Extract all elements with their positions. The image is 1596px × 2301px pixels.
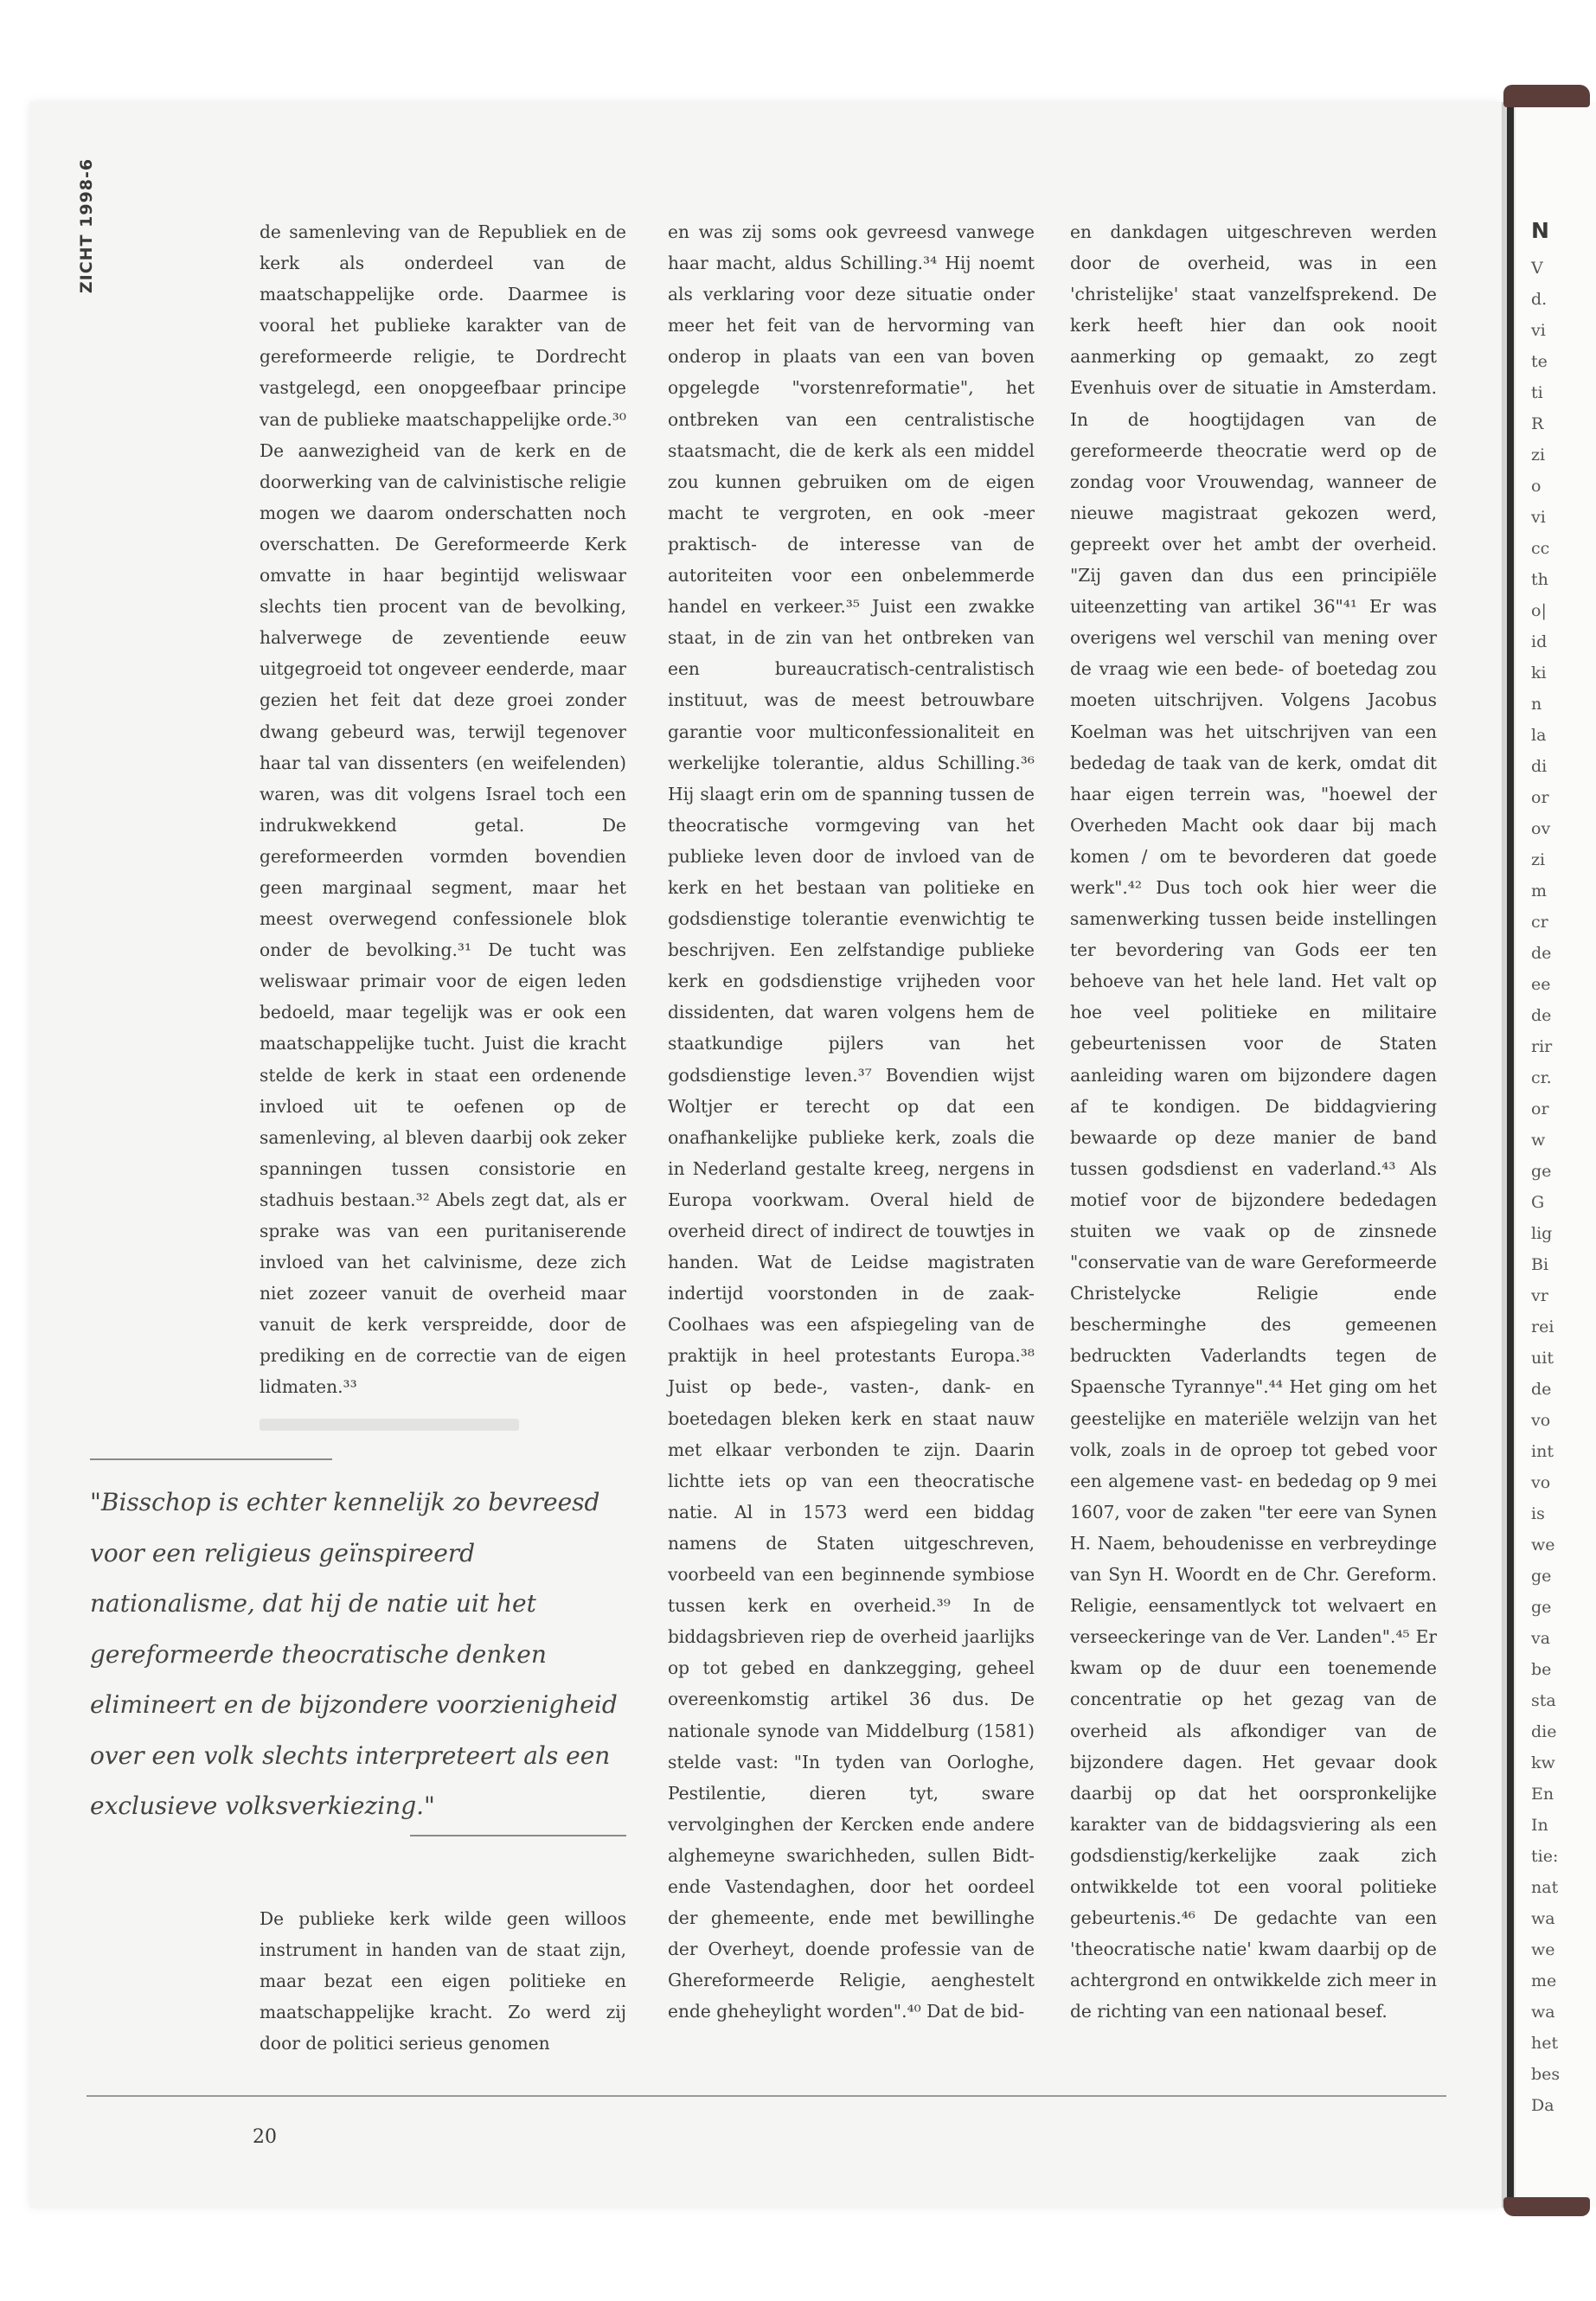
binding-bottom	[1503, 2197, 1590, 2216]
page-number: 20	[253, 2126, 277, 2148]
pullquote-rule-top	[90, 1458, 332, 1460]
facing-page-heading: N	[1531, 218, 1549, 243]
column-1-bottom-text: De publieke kerk wilde geen willoos instrument in handen van de staat zijn, maar bezat een eigen politieke en maatschappelijke kracht. Zo werd zij door de politici serieus genomen	[260, 1908, 626, 2054]
facing-page-text: V d. vi te ti R zi o vi cc th o| id ki n la di or ov zi m cr de ee de rir cr. or w ge G lig Bi vr rei uit de vo int vo is we ge ge va be sta die kw En In tie: nat wa we me wa het bes Da	[1531, 259, 1561, 2115]
pullquote: "Bisschop is echter kennelijk zo bevreesd voor een religieus geïnspireerd nationalisme, dat hij de natie uit het gereformeerde theocratische denken elimineert en de bijzondere voorzienigheid over een volk slechts interpreteert als een exclusieve volksverkiezing."	[90, 1488, 618, 1820]
facing-page	[1516, 102, 1596, 2208]
column-2-text: en was zij soms ook gevreesd vanwege haar macht, aldus Schilling.³⁴ Hij noemt als verklaring voor deze situatie onder meer het feit van de hervorming van onderop in plaats van een van boven opgelegde "vorstenreformatie", het ontbreken van een centralistische staatsmacht, die de kerk als een middel zou kunnen gebruiken om de eigen macht te vergroten, en ook -meer praktisch- de interesse van de autoriteiten voor een onbelemmerde handel en verkeer.³⁵ Juist een zwakke staat, in de zin van het ontbreken van een bureaucratisch-centralistisch instituut, was de meest betrouwbare garantie voor multiconfessionaliteit en werkelijke tolerantie, aldus Schilling.³⁶ Hij slaagt erin om de spanning tussen de theocratische vormgeving van het publieke leven door de invloed van de kerk en het bestaan van politieke en godsdienstige tolerantie evenwichtig te beschrijven. Een zelfstandige publieke kerk en godsdienstige vrijheden voor dissidenten, dat waren volgens hem de staatkundige pijlers van het godsdienstige leven.³⁷ Bovendien wijst Woltjer er terecht op dat een onafhankelijke publieke kerk, zoals die in Nederland gestalte kreeg, nergens in Europa voorkwam. Overal hield de overheid direct of indirect de touwtjes in handen. Wat de Leidse magistraten indertijd voorstonden in de zaak-Coolhaes was een afspiegeling van de praktijk in heel protestants Europa.³⁸ Juist op bede-, vasten-, dank- en boetedagen bleken kerk en staat nauw met elkaar verbonden te zijn. Daarin lichtte iets op van een theocratische natie. Al in 1573 werd een biddag namens de Staten uitgeschreven, voorbeeld van een beginnende symbiose tussen kerk en overheid.³⁹ In de biddagsbrieven riep de overheid jaarlijks op tot gebed en dankzegging, geheel overeenkomstig artikel 36 dus. De nationale synode van Middelburg (1581) stelde vast: "In tyden van Oorloghe, Pestilentie, dieren tyt, sware vervolginghen der Kercken ende andere alghemeyne swarichheden, sullen Bidt- ende Vastendaghen, door het oordeel der ghemeente, ende met bewillinghe der Overheyt, doende professie van de Ghereformeerde Religie, aenghestelt ende gheheylight worden".⁴⁰ Dat de bid-	[668, 221, 1035, 2022]
column-3-text: en dankdagen uitgeschreven werden door de overheid, was in een 'christelijke' staat vanzelfsprekend. De kerk heeft hier dan ook nooit aanmerking op gemaakt, zo zegt Evenhuis over de situatie in Amsterdam. In de hoogtijdagen van de gereformeerde theocratie werd op de zondag voor Vrouwendag, wanneer de nieuwe magistraat gekozen werd, gepreekt over het ambt der overheid. "Zij gaven dan dus een principiële uiteenzetting van artikel 36"⁴¹ Er was overigens wel verschil van mening over de vraag wie een bede- of boetedag zou moeten uitschrijven. Volgens Jacobus Koelman was het uitschrijven van een bededag de taak van de kerk, omdat dit haar eigen terrein was, "hoewel der Overheden Macht ook daar bij mach komen / om te bevorderen dat goede werk".⁴² Dus toch ook hier weer die samenwerking tussen beide instellingen ter bevordering van Gods eer ten behoeve van het hele land. Het valt op hoe veel politieke en militaire gebeurtenissen voor de Staten aanleiding waren om bijzondere dagen af te kondigen. De biddagviering bewaarde op deze manier de band tussen godsdienst en vaderland.⁴³ Als motief voor de bijzondere bededagen stuiten we vaak op de zinsnede "conservatie van de ware Gereformeerde Christelycke Religie ende bescherminghe des gemeenen bedruckten Vaderlandts tegen de Spaensche Tyrannye".⁴⁴ Het ging om het geestelijke en materiële welzijn van het volk, zoals in de oproep tot gebed voor een algemene vast- en bededag op 9 mei 1607, voor de zaken "ter eere van Synen H. Naem, behoudenisse en verbreydinge van Syn H. Woordt en de Chr. Gereform. Religie, eensamentlyck tot welvaert en verseeckeringe van de Ver. Landen".⁴⁵ Er kwam op de duur een toenemende concentratie op het gezag van de overheid als afkondiger van de bijzondere dagen. Het gevaar dook daarbij op dat het oorspronkelijke karakter van de biddagsviering als een godsdienstig/kerkelijke zaak zich ontwikkelde tot een vooral politieke gebeurtenis.⁴⁶ De gedachte van een 'theocratische natie' kwam daarbij op de achtergrond en ontwikkelde zich meer in de richting van een nationaal besef.	[1070, 221, 1437, 2022]
pullquote-rule-bottom	[410, 1835, 626, 1836]
column-1-text: de samenleving van de Republiek en de kerk als onderdeel van de maatschappelijke orde. Daarmee is vooral het publieke karakter van de gereformeerde religie, te Dordrecht vastgelegd, een onopgeefbaar principe van de publieke maatschappelijke orde.³⁰ De aanwezigheid van de kerk en de doorwerking van de calvinistische religie mogen we daarom onderschatten noch overschatten. De Gereformeerde Kerk omvatte in haar begintijd weliswaar slechts tien procent van de bevolking, halverwege de zeventiende eeuw uitgegroeid tot ongeveer eenderde, maar gezien het feit dat deze groei zonder dwang gebeurd was, terwijl tegenover haar tal van dissenters (en weifelenden) waren, was dit volgens Israel toch een indrukwekkend getal. De gereformeerden vormden bovendien geen marginaal segment, maar het meest overwegend confessionele blok onder de bevolking.³¹ De tucht was weliswaar primair voor de eigen leden bedoeld, maar tegelijk was er ook een maatschappelijke tucht. Juist die kracht stelde de kerk in staat een ordenende invloed uit te oefenen op de samenleving, al bleven daarbij ook zeker spanningen tussen consistorie en stadhuis bestaan.³² Abels zegt dat, als er sprake was van een puritaniserende invloed van het calvinisme, deze zich niet zozeer vanuit de overheid maar vanuit de kerk verspreidde, door de prediking en de correctie van de eigen lidmaten.³³	[260, 221, 626, 1398]
binding-top	[1503, 85, 1590, 107]
bleed-through	[260, 1419, 519, 1431]
running-head: ZICHT 1998-6	[77, 157, 96, 294]
book-edge	[1507, 106, 1514, 2199]
footer-rule	[87, 2095, 1446, 2097]
